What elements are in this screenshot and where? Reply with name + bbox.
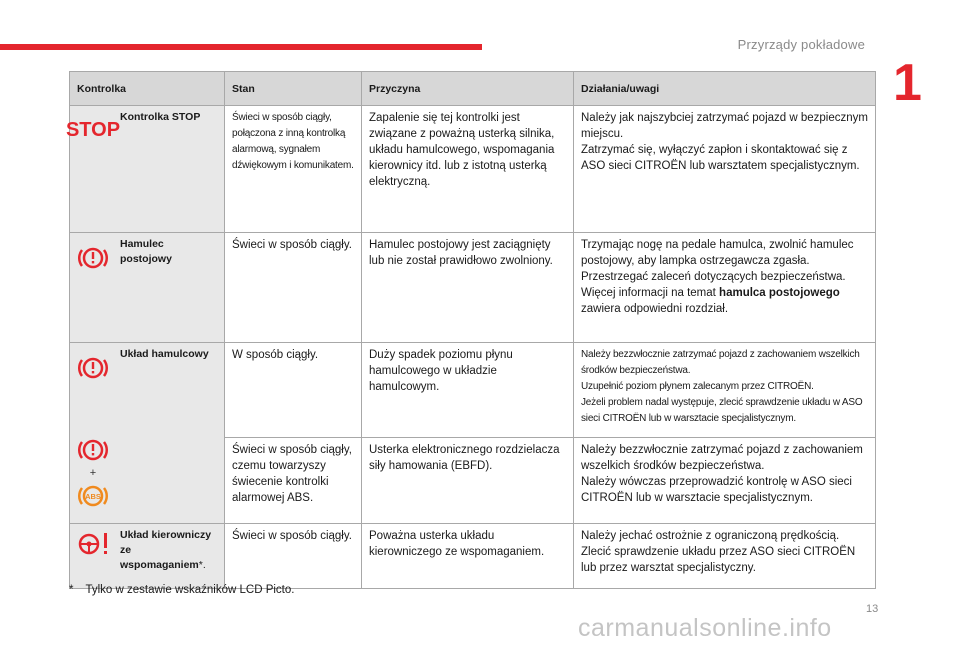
header-accent-bar	[0, 44, 482, 50]
footnote: * Tylko w zestawie wskaźników LCD Picto.	[69, 584, 295, 596]
brake-system-icon	[78, 355, 108, 381]
state-cell: Świeci w sposób ciągły.	[225, 233, 362, 342]
table-row	[225, 437, 875, 523]
cause-cell: Duży spadek poziomu płynu hamulcowego w układzie hamulcowym.	[362, 343, 574, 437]
chapter-number: 1	[893, 54, 922, 112]
warning-lights-table	[65, 71, 876, 589]
table-row	[70, 523, 875, 588]
svg-text:ABS: ABS	[85, 492, 101, 501]
page-number: 13	[866, 603, 879, 615]
cause-cell: Usterka elektronicznego rozdzielacza siły hamowania (EBFD).	[362, 438, 574, 523]
action-cell: Należy bezzwłocznie zatrzymać pojazd z zachowaniem wszelkich środków bezpieczeństwa. Należy wówczas przeprowadzić kontrolę w ASO sieci CITROËN lub w warsztacie specjalistycznym.	[581, 444, 863, 505]
table-row	[65, 105, 875, 232]
action-cell: Należy bezzwłocznie zatrzymać pojazd z zachowaniem wszelkich środków bezpieczeństwa. Uzupełnić poziom płynem zalecanym przez CITROËN. Jeżeli problem nadal występuje, zlecić sprawdzenie układu w ASO sieci CITROËN lub w warsztacie specjalistycznym.	[581, 349, 863, 424]
parking-brake-icon	[78, 245, 108, 271]
light-name: Hamulec postojowy	[120, 238, 172, 265]
plus-sign: +	[89, 467, 97, 479]
action-cell: Należy jak najszybciej zatrzymać pojazd w bezpiecznym miejscu. Zatrzymać się, wyłączyć zapłon i skontaktować się z ASO sieci CITROËN lub warsztatem specjalistycznym.	[581, 112, 868, 172]
state-cell: Świeci w sposób ciągły.	[225, 524, 362, 588]
table-row-group	[70, 342, 875, 523]
cause-cell: Zapalenie się tej kontrolki jest związane z poważną usterką silnika, układu hamulcowego, wspomagania kierownicy itd. lub z istotną usterką elektryczną.	[362, 106, 574, 232]
cause-cell: Poważna usterka układu kierowniczego ze wspomaganiem.	[362, 524, 574, 588]
power-steering-icon	[76, 530, 110, 558]
brake-warning-icon	[78, 437, 108, 463]
table-row	[225, 343, 875, 437]
column-header-stan: Stan	[225, 72, 362, 105]
column-header-dzialania: Działania/uwagi	[581, 82, 660, 95]
svg-text:STOP: STOP	[65, 119, 121, 141]
light-name: Kontrolka STOP	[120, 111, 201, 123]
column-header-kontrolka: Kontrolka	[70, 72, 225, 105]
state-cell: Świeci w sposób ciągły, połączona z inną kontrolką alarmową, sygnałem dźwiękowym i komunikatem.	[225, 106, 362, 232]
light-name: Układ kierowniczy ze wspomaganiem*.	[120, 529, 212, 571]
action-emphasis: hamulca postojowego	[719, 287, 840, 299]
table-row	[70, 232, 875, 342]
state-cell: W sposób ciągły.	[225, 343, 362, 437]
watermark: carmanualsonline.info	[578, 614, 832, 642]
cause-cell: Hamulec postojowy jest zaciągnięty lub nie został prawidłowo zwolniony.	[362, 233, 574, 342]
state-cell: Świeci w sposób ciągły, czemu towarzyszy świecenie kontrolki alarmowej ABS.	[225, 438, 362, 523]
column-header-przyczyna: Przyczyna	[362, 72, 574, 105]
abs-icon	[78, 483, 108, 509]
table-header-row	[70, 72, 875, 105]
section-title: Przyrządy pokładowe	[737, 37, 865, 52]
action-cell: Trzymając nogę na pedale hamulca, zwolnić hamulec postojowy, aby lampka ostrzegawcza zgasła. Przestrzegać zaleceń dotyczących bezpieczeństwa. Więcej informacji na temat hamulca postojowego zawiera odpowiedni rozdział.	[581, 239, 854, 315]
light-name: Układ hamulcowy	[120, 348, 209, 360]
action-cell: Należy jechać ostrożnie z ograniczoną prędkością. Zlecić sprawdzenie układu przez ASO sieci CITROËN lub przez warsztat specjalistyczny.	[581, 530, 856, 574]
stop-icon	[65, 118, 121, 141]
